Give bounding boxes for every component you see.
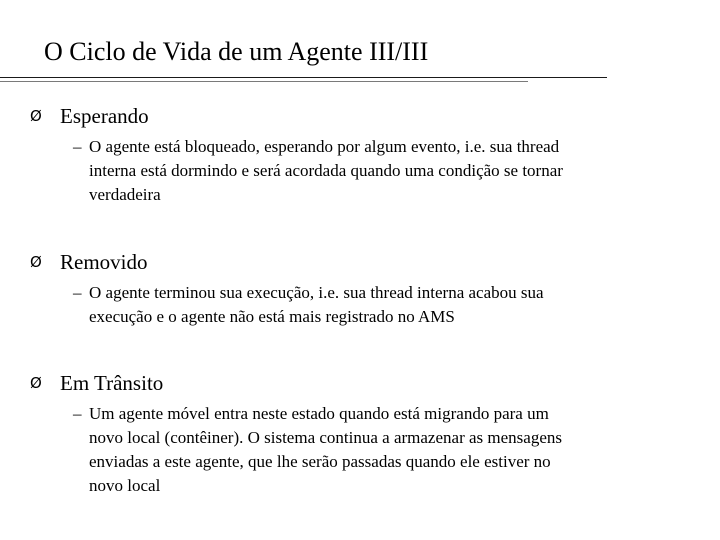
description-line: Um agente móvel entra neste estado quando está migrando para um bbox=[89, 404, 549, 423]
arrow-bullet-icon: Ø bbox=[30, 253, 42, 271]
description-line: interna está dormindo e será acordada quando uma condição se tornar bbox=[89, 161, 563, 180]
bullet-label: Esperando bbox=[60, 104, 149, 128]
dash-marker: – bbox=[73, 137, 82, 156]
description-line: novo local bbox=[89, 476, 161, 495]
bullet-label: Removido bbox=[60, 250, 148, 274]
description-line: O agente está bloqueado, esperando por algum evento, i.e. sua thread bbox=[89, 137, 560, 156]
description-line: enviadas a este agente, que lhe serão passadas quando ele estiver no bbox=[89, 452, 551, 471]
arrow-bullet-icon: Ø bbox=[30, 374, 42, 392]
bullet-em-transito-description bbox=[73, 402, 663, 495]
description-line: verdadeira bbox=[89, 185, 161, 204]
bullet-removido-description bbox=[73, 281, 663, 326]
title-underline bbox=[0, 77, 607, 78]
description-line: execução e o agente não está mais registrado no AMS bbox=[89, 307, 455, 326]
title-underline-secondary bbox=[0, 81, 528, 82]
bullet-label: Em Trânsito bbox=[60, 371, 164, 395]
bullet-esperando-description bbox=[73, 135, 663, 204]
description-line: O agente terminou sua execução, i.e. sua thread interna acabou sua bbox=[89, 283, 544, 302]
arrow-bullet-icon: Ø bbox=[30, 107, 42, 125]
slide-title: O Ciclo de Vida de um Agente III/III bbox=[44, 37, 429, 66]
description-line: novo local (contêiner). O sistema continua a armazenar as mensagens bbox=[89, 428, 562, 447]
dash-marker: – bbox=[73, 283, 82, 302]
dash-marker: – bbox=[73, 404, 82, 423]
